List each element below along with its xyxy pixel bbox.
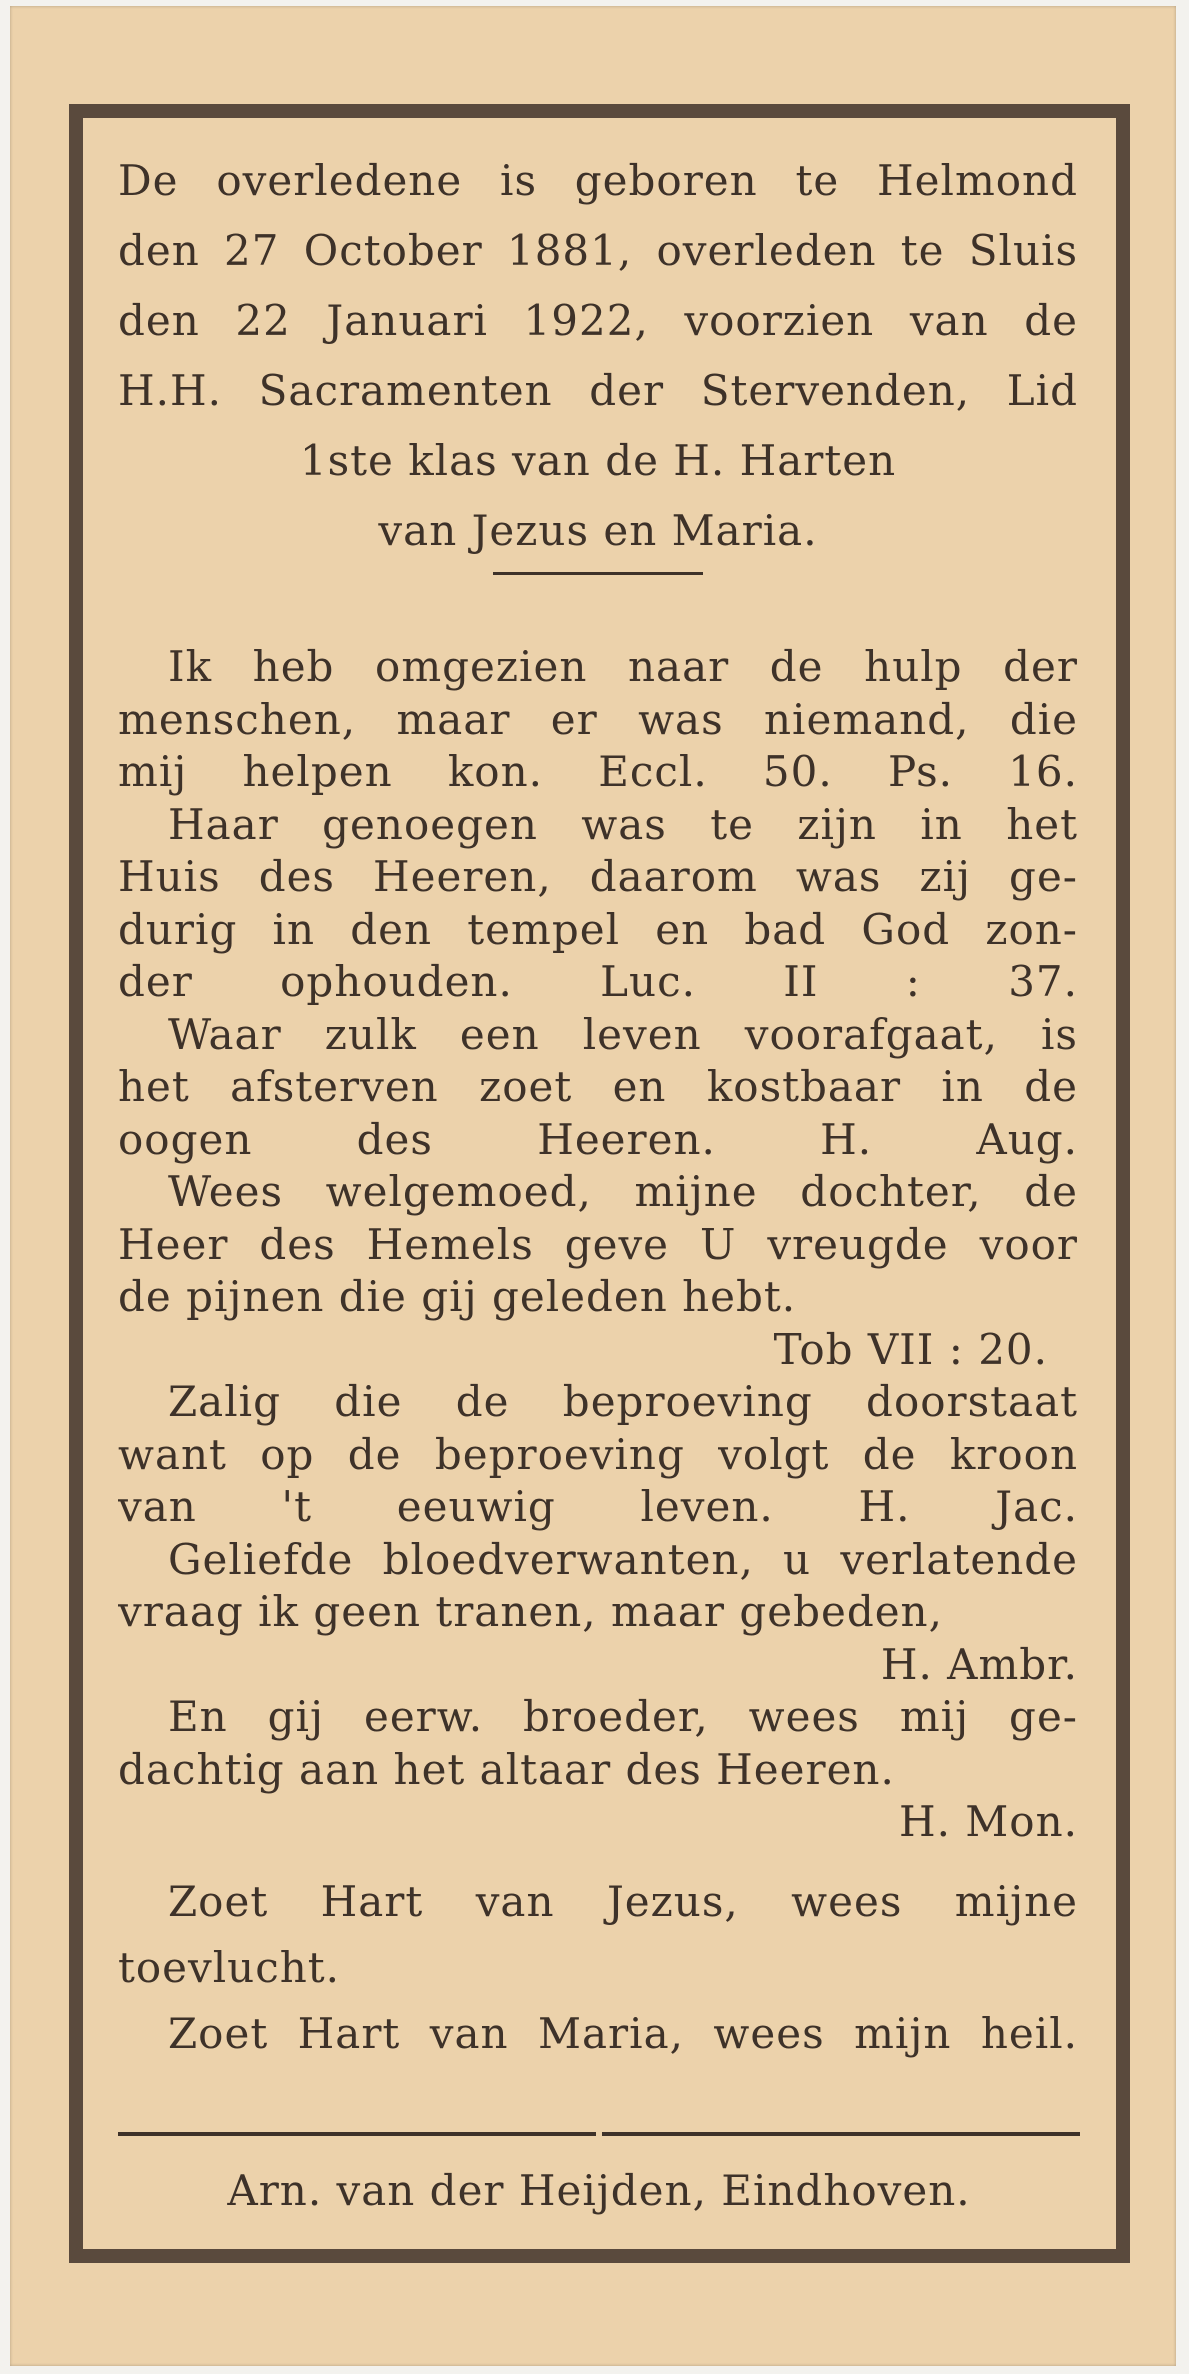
- closing-line: Zoet Hart van Maria, wees mijn heil.: [168, 2008, 1078, 2058]
- border-left: [69, 104, 83, 2263]
- verse-citation: H. Ambr.: [880, 1639, 1078, 1689]
- verse-line: Huis des Heeren, daarom was zij ge-: [118, 852, 1078, 901]
- verse-line: de pijnen die gij geleden hebt.: [118, 1272, 797, 1321]
- closing-line: toevlucht.: [118, 1942, 341, 1992]
- intro-line: 1ste klas van de H. Harten: [299, 436, 897, 485]
- verse-citation: Tob VII : 20.: [773, 1324, 1048, 1374]
- intro-block: [118, 146, 1078, 566]
- intro-line: H.H. Sacramenten der Stervenden, Lid: [118, 366, 1078, 415]
- verse-line: Heer des Hemels geve U vreugde voor: [118, 1219, 1078, 1269]
- memorial-card: [10, 6, 1176, 2366]
- verses-block: [118, 641, 1078, 1849]
- verse-line: Haar genoegen was te zijn in het: [168, 799, 1078, 849]
- printer-rule: [118, 2132, 1080, 2136]
- closing-block: [118, 1869, 1078, 2067]
- border-bottom: [69, 2249, 1130, 2263]
- intro-line: den 27 October 1881, overleden te Sluis: [118, 226, 1078, 275]
- printer-imprint: Arn. van der Heijden, Eindhoven.: [227, 2166, 971, 2215]
- verse-line: Ik heb omgezien naar de hulp der: [168, 642, 1078, 691]
- border-top: [69, 104, 1130, 118]
- closing-line: Zoet Hart van Jezus, wees mijne: [168, 1876, 1078, 1926]
- verse-line: oogen des Heeren. H. Aug.: [118, 1114, 1078, 1164]
- verse-line: Wees welgemoed, mijne dochter, de: [168, 1167, 1078, 1216]
- intro-line: van Jezus en Maria.: [378, 506, 818, 555]
- verse-line: het afsterven zoet en kostbaar in de: [118, 1062, 1078, 1111]
- verse-line: Geliefde bloedverwanten, u verlatende: [168, 1534, 1078, 1584]
- verse-line: der ophouden. Luc. II : 37.: [118, 957, 1078, 1006]
- verse-line: Zalig die de beproeving doorstaat: [168, 1377, 1078, 1426]
- card-text: [118, 146, 1078, 2067]
- intro-line: den 22 Januari 1922, voorzien van de: [118, 296, 1078, 345]
- verse-line: mij helpen kon. Eccl. 50. Ps. 16.: [118, 747, 1078, 796]
- verse-line: dachtig aan het altaar des Heeren.: [118, 1744, 895, 1794]
- verse-line: Waar zulk een leven voorafgaat, is: [168, 1009, 1078, 1059]
- separator-rule: [493, 572, 703, 575]
- verse-line: van 't eeuwig leven. H. Jac.: [118, 1482, 1078, 1531]
- verse-line: want op de beproeving volgt de kroon: [118, 1429, 1078, 1479]
- verse-line: En gij eerw. broeder, wees mij ge-: [168, 1692, 1078, 1741]
- verse-line: vraag ik geen tranen, maar gebeden,: [118, 1587, 943, 1636]
- verse-citation: H. Mon.: [898, 1797, 1078, 1846]
- intro-line: De overledene is geboren te Helmond: [118, 156, 1078, 205]
- verse-line: menschen, maar er was niemand, die: [118, 694, 1078, 744]
- border-right: [1116, 104, 1130, 2263]
- verse-line: durig in den tempel en bad God zon-: [118, 904, 1078, 954]
